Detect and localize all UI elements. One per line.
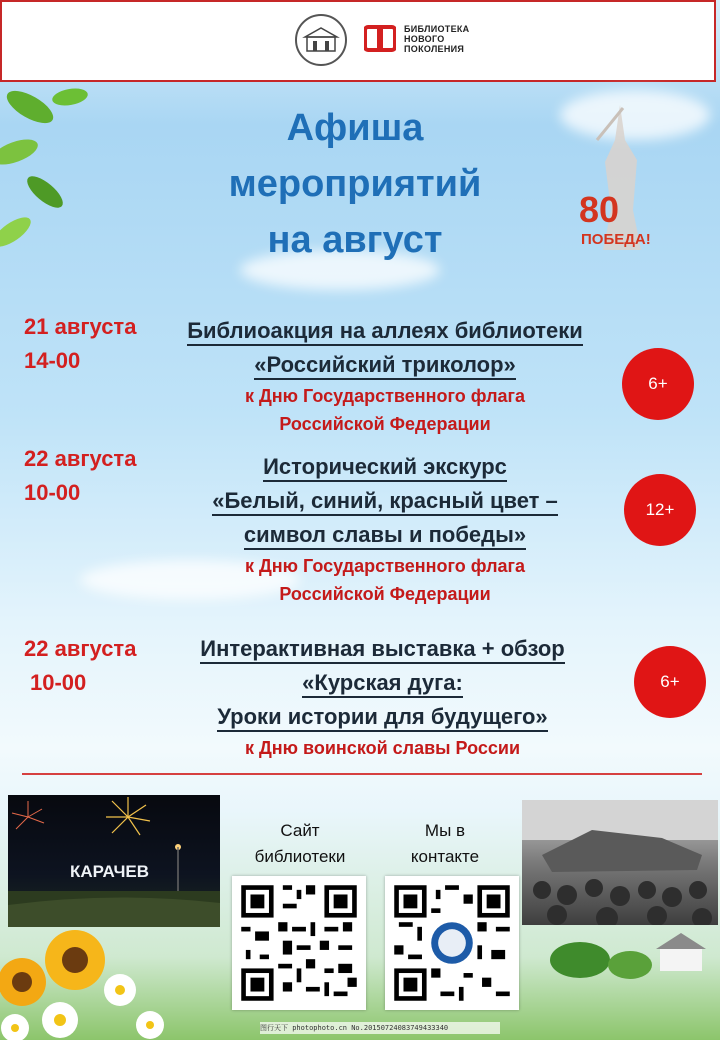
historical-war-photo	[522, 800, 718, 925]
svg-text:КАРАЧЕВ: КАРАЧЕВ	[70, 862, 150, 881]
svg-text:80: 80	[579, 189, 620, 230]
poster-title: Афиша мероприятий на август	[228, 107, 482, 261]
event-description: Библиоакция на аллеях библиотеки «Российский триколор» к Дню Государственного флага Российской Федерации	[187, 318, 583, 434]
event-date: 21 августа 14-00	[24, 314, 137, 373]
event-date: 22 августа 10-00	[24, 636, 137, 695]
qr-code-vk[interactable]	[385, 876, 519, 1010]
book-logo-icon	[364, 24, 396, 52]
qr-code-site[interactable]	[232, 876, 366, 1010]
victory-80-badge	[575, 100, 665, 260]
landscape-decoration	[540, 925, 720, 985]
city-night-photo	[8, 795, 220, 927]
leaves-decoration	[0, 82, 90, 272]
qr-label-site: Сайт библиотеки	[254, 821, 346, 866]
qr-label-vk: Мы в контакте	[410, 821, 480, 866]
age-rating-badge: 6+	[634, 646, 706, 718]
section-divider	[22, 773, 702, 775]
library-name: БИБЛИОТЕКА НОВОГО ПОКОЛЕНИЯ	[404, 24, 470, 54]
event-description: Интерактивная выставка + обзор «Курская дуга: Уроки истории для будущего» к Дню воинской славы России	[200, 636, 565, 758]
age-rating-badge: 6+	[622, 348, 694, 420]
watermark-text: 图行天下 photophoto.cn No.20150724083749433340	[260, 1022, 500, 1034]
age-rating-badge: 12+	[624, 474, 696, 546]
event-description: Исторический экскурс «Белый, синий, красный цвет – символ славы и победы» к Дню Государственного флага Российской Федерации	[212, 454, 558, 604]
svg-text:ПОБЕДА!: ПОБЕДА!	[581, 231, 651, 248]
header-bar	[0, 0, 716, 82]
library-crest-icon	[295, 14, 347, 66]
flowers-decoration	[0, 920, 180, 1040]
event-date: 22 августа 10-00	[24, 446, 137, 505]
